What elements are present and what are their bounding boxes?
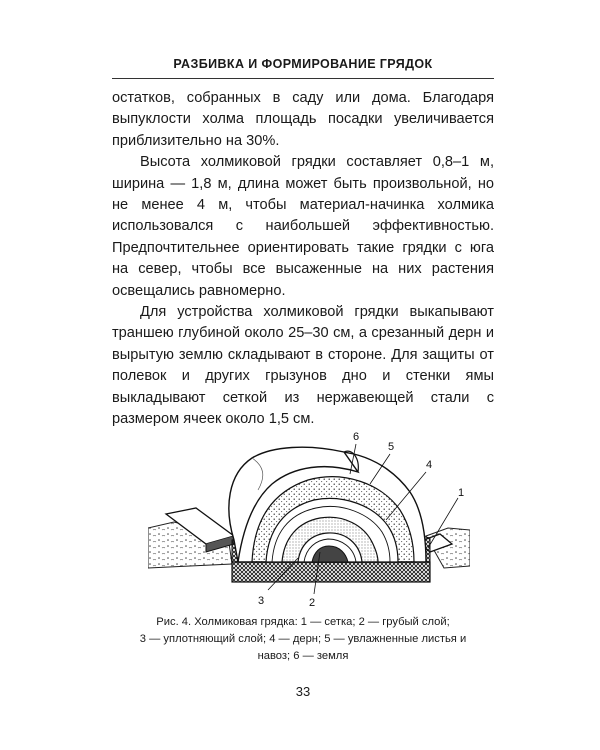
label-1: 1: [458, 487, 465, 499]
paragraph-2: Высота холмиковой грядки составляет 0,8–1 м, ширина — 1,8 м, длина может быть произвольной, но не менее 4 м, чтобы материал-начинка холмика использовался с наибольшей эффективностью. Предпочтительнее ориентировать такие грядки с юга на север, чтобы все высаженные на них растения освещались равномерно.: [112, 154, 494, 299]
label-6: 6: [353, 431, 360, 443]
label-2: 2: [309, 597, 316, 609]
mound-bed-illustration: [148, 418, 470, 614]
label-3: 3: [258, 595, 265, 607]
mound-bed-figure: [148, 418, 470, 614]
label-5: 5: [388, 441, 395, 453]
header-rule: [112, 78, 494, 79]
caption-line-2: 3 — уплотняющий слой; 4 — дерн; 5 — увлажненные листья и: [139, 633, 467, 645]
caption-line-3: навоз; 6 — земля: [257, 650, 349, 662]
page-number: 33: [295, 684, 311, 699]
figure-caption: [112, 614, 494, 665]
body-text: [112, 88, 494, 431]
mesh-layer: [232, 562, 430, 582]
paragraph-1: остатков, собранных в саду или дома. Благодаря выпуклости холма площадь посадки увеличивается приблизительно на 30%.: [112, 90, 494, 149]
running-header: РАЗБИВКА И ФОРМИРОВАНИЕ ГРЯДОК: [173, 57, 433, 71]
label-4: 4: [426, 459, 433, 471]
paragraph-3: Для устройства холмиковой грядки выкапывают траншею глубиной около 25–30 см, а срезанный дерн и вырытую землю складывают в стороне. Для защиты от полевок и других грызунов дно и стенки ямы выкладывают сеткой из нержавеющей стали с размером ячеек около 1,5 см.: [112, 304, 494, 428]
caption-line-1: Рис. 4. Холмиковая грядка: 1 — сетка; 2 — грубый слой;: [156, 616, 450, 628]
